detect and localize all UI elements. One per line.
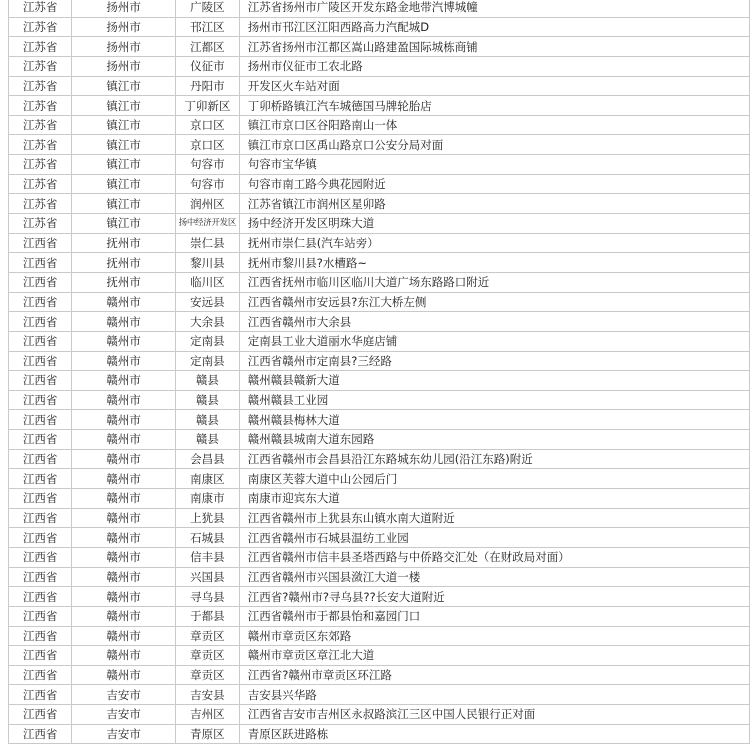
city-cell: 赣州市 <box>72 371 176 391</box>
address-cell: 江苏省扬州市江都区嵩山路建盈国际城栋商铺 <box>239 37 749 57</box>
city-cell: 镇江市 <box>72 76 176 96</box>
address-cell: 江苏省镇江市润州区星卯路 <box>239 194 749 214</box>
table-row <box>9 292 750 312</box>
address-table-body <box>9 0 750 744</box>
district-cell: 崇仁县 <box>175 233 239 253</box>
city-cell: 抚州市 <box>72 253 176 273</box>
table-row <box>9 56 750 76</box>
province-cell: 江西省 <box>9 489 72 509</box>
city-cell: 赣州市 <box>72 312 176 332</box>
province-cell: 江西省 <box>9 469 72 489</box>
district-cell: 石城县 <box>175 528 239 548</box>
table-row <box>9 685 750 705</box>
address-cell: 江西省吉安市吉州区永叔路滨江三区中国人民银行正对面 <box>239 705 749 725</box>
city-cell: 镇江市 <box>72 115 176 135</box>
district-cell: 吉安县 <box>175 685 239 705</box>
province-cell: 江西省 <box>9 606 72 626</box>
table-row <box>9 489 750 509</box>
district-cell: 于都县 <box>175 606 239 626</box>
table-row <box>9 449 750 469</box>
district-cell: 赣县 <box>175 430 239 450</box>
table-row <box>9 371 750 391</box>
table-row <box>9 272 750 292</box>
address-cell: 抚州市崇仁县(汽车站旁） <box>239 233 749 253</box>
district-cell: 南康市 <box>175 489 239 509</box>
table-row <box>9 547 750 567</box>
district-cell: 兴国县 <box>175 567 239 587</box>
province-cell: 江西省 <box>9 233 72 253</box>
province-cell: 江苏省 <box>9 37 72 57</box>
city-cell: 镇江市 <box>72 194 176 214</box>
address-cell: 开发区火车站对面 <box>239 76 749 96</box>
table-row <box>9 214 750 234</box>
district-cell: 青原区 <box>175 724 239 744</box>
address-cell: 江西省?赣州市?寻乌县??长安大道附近 <box>239 587 749 607</box>
province-cell: 江西省 <box>9 528 72 548</box>
district-cell: 寻乌县 <box>175 587 239 607</box>
table-row <box>9 76 750 96</box>
province-cell: 江西省 <box>9 410 72 430</box>
district-cell: 章贡区 <box>175 646 239 666</box>
address-cell: 赣州赣县赣新大道 <box>239 371 749 391</box>
province-cell: 江苏省 <box>9 56 72 76</box>
city-cell: 赣州市 <box>72 626 176 646</box>
city-cell: 赣州市 <box>72 331 176 351</box>
district-cell: 章贡区 <box>175 665 239 685</box>
city-cell: 扬州市 <box>72 37 176 57</box>
province-cell: 江西省 <box>9 253 72 273</box>
district-cell: 南康区 <box>175 469 239 489</box>
address-cell: 句容市南工路今典花园附近 <box>239 174 749 194</box>
address-cell: 扬中经济开发区明珠大道 <box>239 214 749 234</box>
city-cell: 赣州市 <box>72 587 176 607</box>
province-cell: 江西省 <box>9 547 72 567</box>
city-cell: 赣州市 <box>72 489 176 509</box>
address-cell: 青原区跃进路栋 <box>239 724 749 744</box>
province-cell: 江西省 <box>9 567 72 587</box>
address-cell: 扬州市邗江区江阳西路高力汽配城D <box>239 17 749 37</box>
province-cell: 江苏省 <box>9 194 72 214</box>
province-cell: 江苏省 <box>9 214 72 234</box>
address-cell: 吉安县兴华路 <box>239 685 749 705</box>
address-table <box>8 0 750 744</box>
table-row <box>9 115 750 135</box>
city-cell: 赣州市 <box>72 351 176 371</box>
city-cell: 镇江市 <box>72 174 176 194</box>
district-cell: 江都区 <box>175 37 239 57</box>
province-cell: 江西省 <box>9 312 72 332</box>
address-cell: 扬州市仪征市工农北路 <box>239 56 749 76</box>
district-cell: 润州区 <box>175 194 239 214</box>
table-row <box>9 508 750 528</box>
table-row <box>9 17 750 37</box>
province-cell: 江西省 <box>9 371 72 391</box>
district-cell: 信丰县 <box>175 547 239 567</box>
table-row <box>9 587 750 607</box>
address-cell: 江西省赣州市兴国县潋江大道一楼 <box>239 567 749 587</box>
city-cell: 扬州市 <box>72 56 176 76</box>
district-cell: 临川区 <box>175 272 239 292</box>
city-cell: 镇江市 <box>72 135 176 155</box>
table-row <box>9 724 750 744</box>
address-cell: 镇江市京口区禹山路京口公安分局对面 <box>239 135 749 155</box>
district-cell: 丁卯新区 <box>175 96 239 116</box>
city-cell: 赣州市 <box>72 606 176 626</box>
city-cell: 吉安市 <box>72 724 176 744</box>
address-cell: 江苏省扬州市广陵区开发东路金地带汽博城幢 <box>239 0 749 17</box>
province-cell: 江苏省 <box>9 17 72 37</box>
district-cell: 大余县 <box>175 312 239 332</box>
city-cell: 镇江市 <box>72 214 176 234</box>
district-cell: 赣县 <box>175 371 239 391</box>
district-cell: 邗江区 <box>175 17 239 37</box>
address-cell: 赣州赣县城南大道东园路 <box>239 430 749 450</box>
address-cell: 南康区芙蓉大道中山公园后门 <box>239 469 749 489</box>
table-row <box>9 469 750 489</box>
city-cell: 镇江市 <box>72 155 176 175</box>
address-cell: 江西省抚州市临川区临川大道广场东路路口附近 <box>239 272 749 292</box>
table-row <box>9 705 750 725</box>
city-cell: 赣州市 <box>72 528 176 548</box>
province-cell: 江苏省 <box>9 174 72 194</box>
province-cell: 江苏省 <box>9 155 72 175</box>
address-cell: 江西省赣州市信丰县圣塔西路与中侨路交汇处（在财政局对面） <box>239 547 749 567</box>
table-row <box>9 312 750 332</box>
city-cell: 抚州市 <box>72 272 176 292</box>
province-cell: 江西省 <box>9 430 72 450</box>
address-cell: 赣州赣县工业园 <box>239 390 749 410</box>
district-cell: 会昌县 <box>175 449 239 469</box>
address-cell: 江西省赣州市大余县 <box>239 312 749 332</box>
address-cell: 镇江市京口区谷阳路南山一体 <box>239 115 749 135</box>
province-cell: 江西省 <box>9 705 72 725</box>
city-cell: 吉安市 <box>72 685 176 705</box>
address-cell: 句容市宝华镇 <box>239 155 749 175</box>
city-cell: 扬州市 <box>72 0 176 17</box>
province-cell: 江西省 <box>9 724 72 744</box>
province-cell: 江西省 <box>9 665 72 685</box>
city-cell: 赣州市 <box>72 292 176 312</box>
table-row <box>9 155 750 175</box>
province-cell: 江苏省 <box>9 76 72 96</box>
table-row <box>9 528 750 548</box>
table-row <box>9 253 750 273</box>
table-row <box>9 96 750 116</box>
province-cell: 江西省 <box>9 351 72 371</box>
address-cell: 南康市迎宾东大道 <box>239 489 749 509</box>
district-cell: 仪征市 <box>175 56 239 76</box>
district-cell: 赣县 <box>175 410 239 430</box>
address-cell: 江西省?赣州市章贡区环江路 <box>239 665 749 685</box>
table-row <box>9 665 750 685</box>
province-cell: 江苏省 <box>9 115 72 135</box>
address-cell: 江西省赣州市定南县?三经路 <box>239 351 749 371</box>
city-cell: 赣州市 <box>72 547 176 567</box>
table-row <box>9 331 750 351</box>
table-row <box>9 0 750 17</box>
province-cell: 江苏省 <box>9 135 72 155</box>
district-cell: 扬中经济开发区 <box>175 214 239 234</box>
province-cell: 江西省 <box>9 331 72 351</box>
city-cell: 赣州市 <box>72 508 176 528</box>
district-cell: 黎川县 <box>175 253 239 273</box>
province-cell: 江西省 <box>9 685 72 705</box>
province-cell: 江西省 <box>9 587 72 607</box>
district-cell: 定南县 <box>175 351 239 371</box>
district-cell: 句容市 <box>175 155 239 175</box>
city-cell: 赣州市 <box>72 567 176 587</box>
address-cell: 江西省赣州市会昌县沿江东路城东幼儿园(沿江东路)附近 <box>239 449 749 469</box>
city-cell: 赣州市 <box>72 646 176 666</box>
city-cell: 赣州市 <box>72 390 176 410</box>
city-cell: 赣州市 <box>72 665 176 685</box>
province-cell: 江西省 <box>9 390 72 410</box>
address-cell: 赣州市章贡区东郊路 <box>239 626 749 646</box>
city-cell: 赣州市 <box>72 449 176 469</box>
address-cell: 江西省赣州市石城县温纺工业园 <box>239 528 749 548</box>
address-cell: 抚州市黎川县?水槽路~ <box>239 253 749 273</box>
table-row <box>9 233 750 253</box>
district-cell: 吉州区 <box>175 705 239 725</box>
district-cell: 丹阳市 <box>175 76 239 96</box>
city-cell: 赣州市 <box>72 410 176 430</box>
district-cell: 句容市 <box>175 174 239 194</box>
city-cell: 赣州市 <box>72 469 176 489</box>
city-cell: 吉安市 <box>72 705 176 725</box>
address-cell: 江西省赣州市上犹县东山镇水南大道附近 <box>239 508 749 528</box>
table-row <box>9 390 750 410</box>
province-cell: 江西省 <box>9 626 72 646</box>
table-row <box>9 37 750 57</box>
district-cell: 定南县 <box>175 331 239 351</box>
address-cell: 江西省赣州市安远县?东江大桥左侧 <box>239 292 749 312</box>
city-cell: 扬州市 <box>72 17 176 37</box>
table-row <box>9 135 750 155</box>
table-row <box>9 194 750 214</box>
district-cell: 安远县 <box>175 292 239 312</box>
address-cell: 江西省赣州市于都县怡和嘉园门口 <box>239 606 749 626</box>
district-cell: 京口区 <box>175 115 239 135</box>
city-cell: 赣州市 <box>72 430 176 450</box>
address-cell: 赣州赣县梅林大道 <box>239 410 749 430</box>
province-cell: 江西省 <box>9 508 72 528</box>
table-row <box>9 567 750 587</box>
address-cell: 丁卯桥路镇江汽车城德国马牌轮胎店 <box>239 96 749 116</box>
table-row <box>9 606 750 626</box>
table-row <box>9 174 750 194</box>
province-cell: 江西省 <box>9 292 72 312</box>
province-cell: 江苏省 <box>9 0 72 17</box>
district-cell: 赣县 <box>175 390 239 410</box>
province-cell: 江西省 <box>9 646 72 666</box>
province-cell: 江西省 <box>9 449 72 469</box>
address-cell: 赣州市章贡区章江北大道 <box>239 646 749 666</box>
table-row <box>9 626 750 646</box>
table-row <box>9 430 750 450</box>
province-cell: 江苏省 <box>9 96 72 116</box>
district-cell: 京口区 <box>175 135 239 155</box>
district-cell: 上犹县 <box>175 508 239 528</box>
district-cell: 广陵区 <box>175 0 239 17</box>
city-cell: 镇江市 <box>72 96 176 116</box>
table-row <box>9 410 750 430</box>
table-row <box>9 351 750 371</box>
address-cell: 定南县工业大道丽水华庭店铺 <box>239 331 749 351</box>
province-cell: 江西省 <box>9 272 72 292</box>
district-cell: 章贡区 <box>175 626 239 646</box>
table-row <box>9 646 750 666</box>
city-cell: 抚州市 <box>72 233 176 253</box>
